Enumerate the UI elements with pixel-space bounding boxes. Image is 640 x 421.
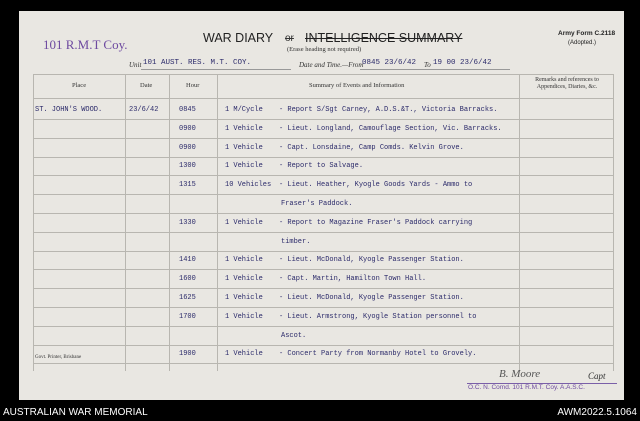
row-text: - Lieut. McDonald, Kyogle Passenger Station. xyxy=(279,256,464,265)
row-hour: 1700 xyxy=(179,312,196,321)
row-qty: 1 Vehicle xyxy=(225,218,263,227)
signature-caption: O.C. N. Comd. 101 R.M.T. Coy. A.A.S.C. xyxy=(468,384,585,391)
printer-note: Govt. Printer, Brisbane xyxy=(35,355,82,360)
row-hour: 1330 xyxy=(179,218,196,227)
row-rule xyxy=(33,232,613,233)
row-rule xyxy=(33,119,613,120)
col-place: Place xyxy=(72,82,87,89)
row-text: - Capt. Lonsdaine, Camp Comds. Kelvin Grove. xyxy=(279,143,464,152)
row-qty: 1 Vehicle xyxy=(225,275,263,284)
signature-rank: Capt xyxy=(588,371,606,381)
row-hour: 1410 xyxy=(179,256,196,265)
unit-label: Unit xyxy=(129,61,142,69)
row-text: - Lieut. Armstrong, Kyogle Station personnel to xyxy=(279,312,477,321)
signature: B. Moore xyxy=(499,368,541,380)
row-text: timber. xyxy=(281,237,311,246)
from-value: 0845 23/6/42 xyxy=(362,59,417,67)
row-qty: 10 Vehicles xyxy=(225,181,272,190)
form-adopted: (Adopted.) xyxy=(568,40,597,46)
row-qty: 1 Vehicle xyxy=(225,162,263,171)
row-qty: 1 Vehicle xyxy=(225,256,263,265)
row-text: - Capt. Martin, Hamilton Town Hall. xyxy=(279,275,427,284)
title-intelligence-summary: INTELLIGENCE SUMMARY xyxy=(305,31,463,45)
row-text: - Report to Magazine Fraser's Paddock carrying xyxy=(279,218,473,227)
row-rule xyxy=(33,269,613,270)
row-hour: 0900 xyxy=(179,124,196,133)
row-rule xyxy=(33,138,613,139)
archive-footer xyxy=(0,405,640,421)
row-text: - Report to Salvage. xyxy=(279,162,364,171)
col-date: Date xyxy=(140,82,153,89)
form-label: Army Form C.2118 xyxy=(558,30,616,37)
to-value: 19 00 23/6/42 xyxy=(433,59,492,67)
col-summary: Summary of Events and Information xyxy=(309,82,405,89)
row-text: - Report S/Sgt Carney, A.D.S.&T., Victoria Barracks. xyxy=(279,106,498,114)
row-hour: 0900 xyxy=(179,143,196,152)
row-hour: 1625 xyxy=(179,294,196,302)
row-text: - Lieut. McDonald, Kyogle Passenger Station. xyxy=(279,294,464,302)
row-qty: 1 Vehicle xyxy=(225,350,263,359)
row-rule xyxy=(33,251,613,252)
diary-page xyxy=(19,11,624,400)
row-hour: 1600 xyxy=(179,275,196,284)
unit-handwritten: 101 R.M.T Coy. xyxy=(43,37,128,52)
row-rule xyxy=(33,307,613,308)
row-text: - Lieut. Heather, Kyogle Goods Yards - Ammo to xyxy=(279,181,473,190)
row-hour: 1300 xyxy=(179,162,196,171)
date-label: Date and Time.—From xyxy=(299,61,364,69)
row-rule xyxy=(33,326,613,327)
row-rule xyxy=(33,288,613,289)
col-remarks: Remarks and references to Appendices, Diaries, &c. xyxy=(535,77,599,91)
row-qty: 1 Vehicle xyxy=(225,124,263,133)
row-rule xyxy=(33,194,613,195)
row-place: ST. JOHN'S WOOD. xyxy=(35,106,103,114)
row-text: Ascot. xyxy=(281,331,307,340)
erase-note: (Erase heading not required) xyxy=(287,46,362,53)
col-hour: Hour xyxy=(186,82,200,89)
row-text: - Concert Party from Normanby Hotel to Grovely. xyxy=(279,350,477,359)
row-rule xyxy=(33,363,613,364)
title-war-diary: WAR DIARY xyxy=(203,31,274,45)
to-label: To xyxy=(424,61,431,69)
row-hour: 1900 xyxy=(179,350,196,359)
row-rule xyxy=(33,213,613,214)
unit-value: 101 AUST. RES. M.T. COY. xyxy=(143,59,252,67)
footer-right: AWM2022.5.1064 xyxy=(557,407,637,418)
row-hour: 0845 xyxy=(179,106,196,114)
row-rule xyxy=(33,157,613,158)
footer-left: AUSTRALIAN WAR MEMORIAL xyxy=(3,407,148,418)
row-hour: 1315 xyxy=(179,181,196,190)
row-date: 23/6/42 xyxy=(129,106,159,114)
row-qty: 1 Vehicle xyxy=(225,312,263,321)
row-rule xyxy=(33,345,613,346)
row-rule xyxy=(33,175,613,176)
row-text: - Lieut. Longland, Camouflage Section, Vic. Barracks. xyxy=(279,124,502,133)
row-qty: 1 M/Cycle xyxy=(225,106,263,114)
row-text: Fraser's Paddock. xyxy=(281,200,353,208)
row-qty: 1 Vehicle xyxy=(225,294,263,302)
title-or: or xyxy=(285,33,294,44)
row-qty: 1 Vehicle xyxy=(225,143,263,152)
